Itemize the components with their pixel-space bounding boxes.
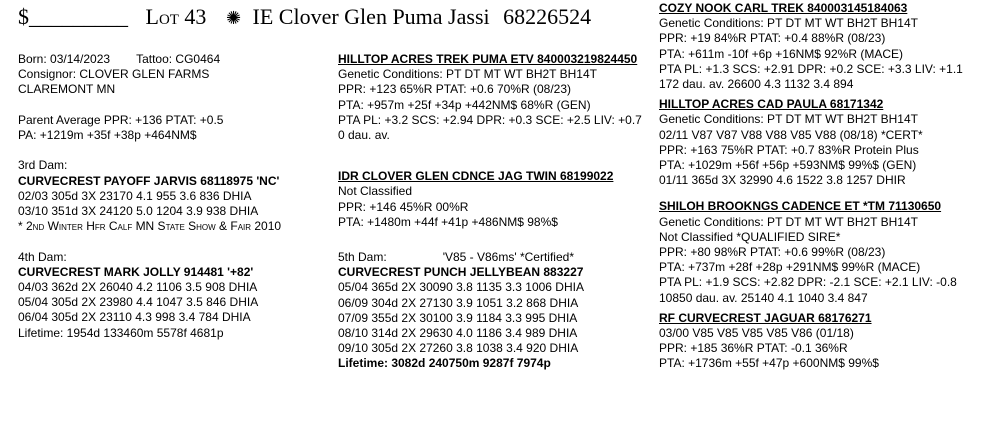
info-line: PTA: +1029m +56f +56p +593NM$ 99%$ (GEN)	[659, 158, 917, 173]
info-line: PPR: +185 36%R PTAT: -0.1 36%R	[659, 341, 848, 356]
info-line: 02/11 V87 V87 V88 V88 V85 V88 (08/18) *CERT*	[659, 127, 923, 142]
record-line: 02/03 305d 3X 23170 4.1 955 3.6 836 DHIA	[18, 188, 252, 203]
consignor: Consignor: CLOVER GLEN FARMS	[18, 67, 210, 82]
right-column	[659, 1, 963, 372]
dam-name: IDR CLOVER GLEN CDNCE JAG TWIN 68199022	[338, 169, 614, 184]
info-line: Not Classified *QUALIFIED SIRE*	[659, 229, 841, 244]
info-line: PPR: +80 98%R PTAT: +0.6 99%R (08/23)	[659, 245, 886, 260]
info-line: 01/11 365d 3X 32990 4.6 1522 3.8 1257 DHIR	[659, 173, 906, 188]
paternal-granddam-name: HILLTOP ACRES CAD PAULA 68171342	[659, 97, 884, 112]
info-line: Genetic Conditions: PT DT MT WT BH2T BH14T	[659, 112, 918, 127]
lot-header	[18, 3, 599, 32]
consignor-location: CLAREMONT MN	[18, 82, 116, 97]
fifth-dam-name: CURVECREST PUNCH JELLYBEAN 883227	[338, 265, 584, 280]
maternal-grandsire-name: SHILOH BROOKNGS CADENCE ET *TM 71130650	[659, 199, 942, 214]
info-line: PPR: +163 75%R PTAT: +0.7 83%R Protein Plus	[659, 142, 919, 157]
lot-number: Lot 43	[145, 4, 207, 29]
info-line: PTA: +611m -10f +6p +16NM$ 92%R (MACE)	[659, 46, 903, 61]
third-dam-label: 3rd Dam:	[18, 158, 68, 173]
tattoo: Tattoo: CG0464	[136, 52, 221, 66]
paternal-grandsire-name: COZY NOOK CARL TREK 840003145184063	[659, 1, 908, 15]
star-icon: ✺	[225, 8, 242, 28]
animal-name: IE Clover Glen Puma Jassi	[252, 4, 490, 29]
middle-column	[338, 52, 642, 372]
registration-number: 68226524	[503, 4, 592, 29]
fourth-dam-name: CURVECREST MARK JOLLY 914481 '+82'	[18, 264, 254, 279]
show-award: * 2nd Winter Hfr Calf MN State Show & Fair 2010	[18, 219, 282, 234]
dam-info-line: PTA: +1480m +44f +41p +486NM$ 98%$	[338, 214, 558, 229]
fifth-dam-header	[338, 250, 642, 265]
dam-info-line: Not Classified	[338, 184, 413, 199]
price-blank: $_________	[18, 4, 128, 29]
sire-info-line: PTA: +957m +25f +34p +442NM$ 68%R (GEN)	[338, 97, 591, 112]
dam-info-line: PPR: +146 45%R 00%R	[338, 199, 469, 214]
info-line: 03/00 V85 V85 V85 V85 V86 (01/18)	[659, 326, 854, 341]
info-line: 172 dau. av. 26600 4.3 1132 3.4 894	[659, 77, 854, 92]
sire-info-line: PTA PL: +3.2 SCS: +2.94 DPR: +0.3 SCE: +2.5 LIV: +0.7	[338, 112, 642, 127]
maternal-granddam-name: RF CURVECREST JAGUAR 68176271	[659, 310, 872, 325]
fifth-dam-classification: 'V85 - V86ms' *Certified*	[442, 250, 574, 265]
sire-info-line: Genetic Conditions: PT DT MT WT BH2T BH14T	[338, 67, 597, 82]
born-date: Born: 03/14/2023	[18, 52, 111, 66]
record-line: 09/10 305d 2X 27260 3.8 1038 3.4 920 DHIA	[338, 341, 579, 356]
record-line: 04/03 362d 2X 26040 4.2 1106 3.5 908 DHIA	[18, 280, 258, 294]
record-line: 05/04 365d 2X 30090 3.8 1135 3.3 1006 DHIA	[338, 280, 584, 295]
parent-average: Parent Average PPR: +136 PTAT: +0.5	[18, 112, 224, 127]
record-line: 03/10 351d 3X 24120 5.0 1204 3.9 938 DHIA	[18, 204, 259, 218]
lifetime-line: Lifetime: 3082d 240750m 9287f 7974p	[338, 356, 551, 371]
fourth-dam-label: 4th Dam:	[18, 249, 67, 264]
info-line: Genetic Conditions: PT DT MT WT BH2T BH14T	[659, 16, 918, 31]
info-line: PTA: +737m +28f +28p +291NM$ 99%R (MACE)	[659, 260, 921, 275]
birth-tattoo-line	[18, 52, 281, 67]
left-column	[18, 52, 281, 341]
third-dam-name: CURVECREST PAYOFF JARVIS 68118975 'NC'	[18, 173, 280, 188]
info-line: PPR: +19 84%R PTAT: +0.4 88%R (08/23)	[659, 31, 886, 46]
fifth-dam-label: 5th Dam:	[338, 250, 387, 265]
info-line: PTA PL: +1.3 SCS: +2.91 DPR: +0.2 SCE: +3.3 LIV: +1.1	[659, 61, 963, 76]
record-line: 05/04 305d 2X 23980 4.4 1047 3.5 846 DHIA	[18, 295, 259, 310]
info-line: PTA: +1736m +55f +47p +600NM$ 99%$	[659, 356, 879, 371]
sire-info-line: PPR: +123 65%R PTAT: +0.6 70%R (08/23)	[338, 82, 572, 97]
record-line: 06/09 304d 2X 27130 3.9 1051 3.2 868 DHIA	[338, 295, 579, 310]
sire-info-line: 0 dau. av.	[338, 128, 390, 143]
info-line: PTA PL: +1.9 SCS: +2.82 DPR: -2.1 SCE: +2.1 LIV: -0.8	[659, 275, 957, 290]
record-line: 08/10 314d 2X 29630 4.0 1186 3.4 989 DHIA	[338, 326, 578, 341]
info-line: 10850 dau. av. 25140 4.1 1040 3.4 847	[659, 290, 868, 305]
record-line: 07/09 355d 2X 30100 3.9 1184 3.3 995 DHIA	[338, 310, 578, 325]
sire-name: HILLTOP ACRES TREK PUMA ETV 840003219824450	[338, 52, 638, 66]
lifetime-line: Lifetime: 1954d 133460m 5578f 4681p	[18, 325, 224, 340]
record-line: 06/04 305d 2X 23110 4.3 998 3.4 784 DHIA	[18, 310, 251, 325]
pa-line: PA: +1219m +35f +38p +464NM$	[18, 128, 197, 142]
info-line: Genetic Conditions: PT DT MT WT BH2T BH14T	[659, 214, 918, 229]
